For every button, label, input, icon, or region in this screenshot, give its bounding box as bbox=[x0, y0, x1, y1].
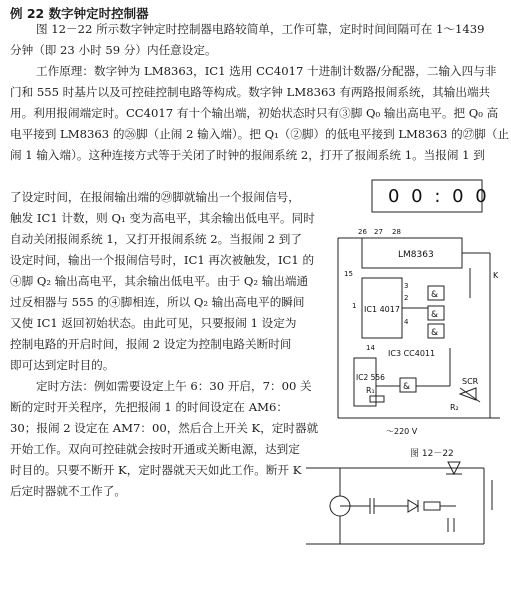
ne555-chip bbox=[354, 358, 376, 406]
paragraph-line: 控制电路的开启时间，报闹 2 设定为控制电路关断时间 bbox=[10, 337, 292, 351]
chip-label-ic1: IC1 4017 bbox=[364, 305, 400, 314]
paragraph-line: 用。利用报闹端定时。CC4017 有十个输出端，初始状态时只有③脚 Q₀ 输出高电平。把 Q₀ 高 bbox=[10, 106, 499, 120]
switch-k-label: K bbox=[493, 271, 499, 280]
paragraph-line: ④脚 Q₂ 输出高电平，其余输出低电平。由于 Q₂ 输出端通 bbox=[10, 274, 309, 288]
pin-number: 14 bbox=[366, 344, 375, 352]
paragraph-line: 时目的。只要不断开 K，定时器就天天如此工作。断开 K bbox=[10, 463, 302, 477]
pin-number: 4 bbox=[404, 318, 409, 326]
resistor-r1-label: R₁ bbox=[366, 386, 375, 395]
scr-label: SCR bbox=[462, 377, 479, 386]
pin-number: 27 bbox=[374, 228, 383, 236]
paragraph-line: 开始工作。双向可控硅就会按时开通或关断电源，达到定 bbox=[10, 442, 300, 456]
paragraph-line: 闹 1 输入端）。这种连接方式等于关闭了时钟的报闹系统 2，打开了报闹系统 1。当报闹 1 到 bbox=[10, 148, 485, 162]
paragraph-line: 工作原理：数字钟为 LM8363，IC1 选用 CC4017 十进制计数器/分配器，二输入四与非 bbox=[36, 64, 497, 78]
paragraph-line: 定时方法：例如需要设定上午 6：30 开启，7：00 关 bbox=[36, 379, 312, 393]
pin-number: 15 bbox=[344, 270, 353, 278]
pin-number: 28 bbox=[392, 228, 401, 236]
resistor-r2-label: R₂ bbox=[450, 403, 459, 412]
paragraph-line: 又使 IC1 返回初始状态。由此可见，只要报闹 1 设定为 bbox=[10, 316, 297, 330]
gate-symbol: & bbox=[431, 310, 439, 320]
chip-label-ic3: IC3 CC4011 bbox=[388, 349, 436, 358]
paragraph-line: 30；报闹 2 设定在 AM7：00，然后合上开关 K，定时器就 bbox=[10, 421, 319, 435]
paragraph-line: 过反相器与 555 的④脚相连，所以 Q₂ 输出高电平的瞬间 bbox=[10, 295, 305, 309]
paragraph-line: 了设定时间，在报闹输出端的㉙脚就输出一个报闹信号， bbox=[10, 190, 300, 204]
pin-number: 26 bbox=[358, 228, 367, 236]
paragraph-line: 断的定时开关程序，先把报闹 1 的时间设定在 AM6： bbox=[10, 400, 288, 414]
paragraph-line: 电平接到 LM8363 的㉖脚（止闹 2 输入端）。把 Q₁（②脚）的低电平接到 LM8363 的㉗脚（止 bbox=[10, 127, 510, 141]
circuit-diagram-12-22 bbox=[330, 178, 508, 446]
paragraph-line: 图 12－22 所示数字钟定时控制器电路较简单，工作可靠，定时时间间隔可在 1～1439 bbox=[36, 22, 485, 36]
paragraph-line: 后定时器就不工作了。 bbox=[10, 484, 126, 498]
gate-symbol: & bbox=[431, 290, 439, 300]
paragraph-line: 设定时间，输出一个报闹信号时，IC1 再次被触发，IC1 的 bbox=[10, 253, 315, 267]
clock-digits: 0 0 : 0 0 bbox=[388, 186, 490, 207]
example-22-heading: 例 22 数字钟定时控制器 bbox=[10, 6, 149, 21]
chip-label-ic2: IC2 556 bbox=[356, 373, 385, 382]
resistor-r bbox=[424, 502, 440, 510]
circuit-diagram-12-23 bbox=[296, 440, 508, 556]
chip-label-lm8363: LM8363 bbox=[398, 250, 434, 260]
pin-number: 2 bbox=[404, 294, 409, 302]
paragraph-line: 门和 555 时基片以及可控硅控制电路等构成。数字钟 LM8363 有两路报闹系统，其输出端共 bbox=[10, 85, 491, 99]
supply-voltage-label: ～220 V bbox=[386, 427, 418, 436]
paragraph-line: 分钟（即 23 小时 59 分）内任意设定。 bbox=[10, 43, 217, 57]
paragraph-line: 即可达到定时目的。 bbox=[10, 358, 115, 372]
gate-symbol: & bbox=[403, 382, 411, 392]
paragraph-line: 自动关闭报闹系统 1，又打开报闹系统 2。当报闹 2 到了 bbox=[10, 232, 302, 246]
figure-caption-12-22: 图 12－22 bbox=[410, 449, 454, 459]
pin-number: 3 bbox=[404, 282, 409, 290]
paragraph-line: 触发 IC1 计数，则 Q₁ 变为高电平，其余输出低电平。同时 bbox=[10, 211, 315, 225]
gate-symbol: & bbox=[431, 328, 439, 338]
pin-number: 1 bbox=[352, 302, 357, 310]
